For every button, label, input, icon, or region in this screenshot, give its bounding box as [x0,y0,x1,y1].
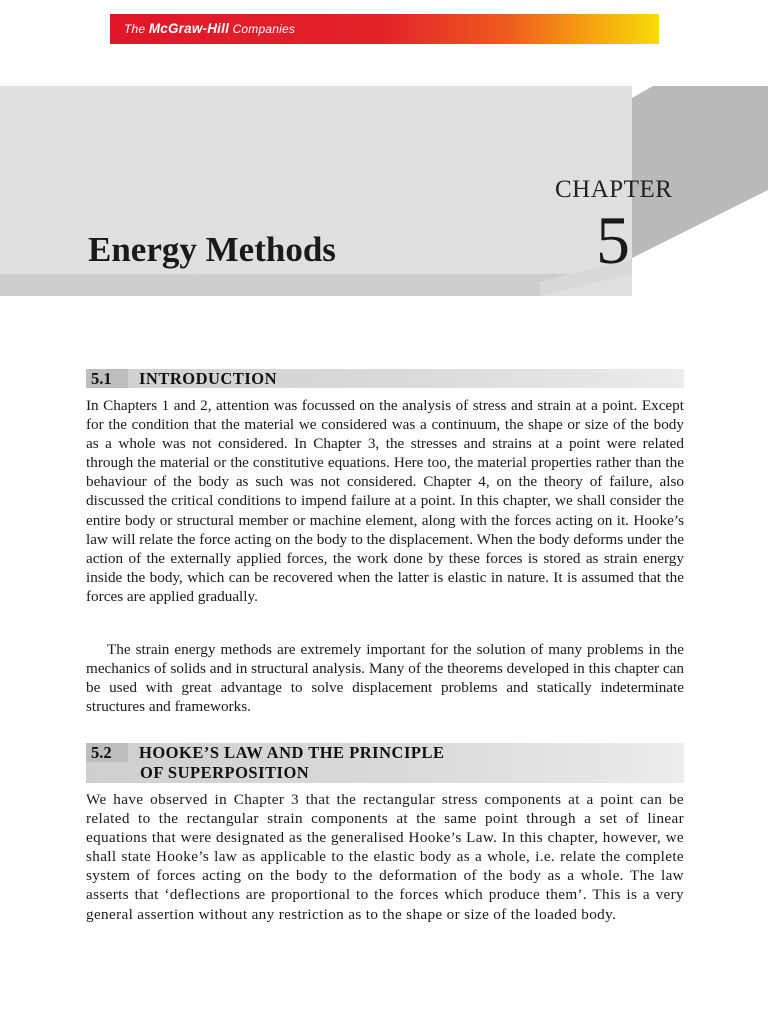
bottom-strip [0,274,632,296]
section-title-line-2: OF SUPERPOSITION [140,763,310,782]
publisher-suffix: Companies [229,22,296,36]
paragraph-hooke-1: We have observed in Chapter 3 that the rectangular stress components at a point can be related to the rectangular strain components at the same point through a set of linear equations that were designated as the generalised Hooke’s Law. In this chapter, however, we shall state Hooke’s law as applicable to the elastic body as a whole, i.e. relate the complete system of forces acting on the body to the deformation of the body as a whole. The law asserts that ‘deflections are proportional to the forces which produce them’. This is a very general assertion without any restriction as to the shape or size of the loaded body. [86,791,684,923]
publisher-banner [110,14,659,44]
section-number: 5.1 [91,369,112,388]
paragraph-intro-2: The strain energy methods are extremely important for the solution of many problems in the mechanics of solids and in structural analysis. Many of the theorems developed in this chapter can be used with great advantage to solve displacement problems and statically indeterminate structures and frameworks. [86,641,684,716]
section-title: INTRODUCTION [139,369,278,388]
section-number-box [86,743,128,762]
publisher-logo-text [124,21,295,36]
section-title-line-1: HOOKE’S LAW AND THE PRINCIPLE [139,743,445,762]
chapter-title: Energy Methods [88,230,336,269]
publisher-prefix: The [124,22,149,36]
section-number-box [86,369,128,388]
angled-ribbon-dark [632,86,768,258]
chapter-label: CHAPTER [555,176,673,203]
publisher-name: McGraw-Hill [148,21,230,36]
chapter-number: 5 [596,202,630,278]
section-heading-5-1 [86,369,684,388]
section-heading-5-2 [86,743,684,783]
paragraph-intro-1: In Chapters 1 and 2, attention was focussed on the analysis of stress and strain at a point. Except for the condition that the material we considered was a continuum, the shape or size of the body as a whole was not considered. In Chapter 3, the stresses and strains at a point were related through the material or the constitutive equations. Here too, the material properties rather than the behaviour of the body as such was not considered. Chapter 4, on the theory of failure, also discussed the critical conditions to impend failure at a point. In this chapter, we shall consider the entire body or structural member or machine element, along with the forces acting on it. Hooke’s law will relate the force acting on the body to the displacement. When the body deforms under the action of the externally applied forces, the work done by these forces is stored as strain energy inside the body, which can be recovered when the latter is elastic in nature. It is assumed that the forces are applied gradually. [86,397,684,605]
section-number: 5.2 [91,743,112,762]
